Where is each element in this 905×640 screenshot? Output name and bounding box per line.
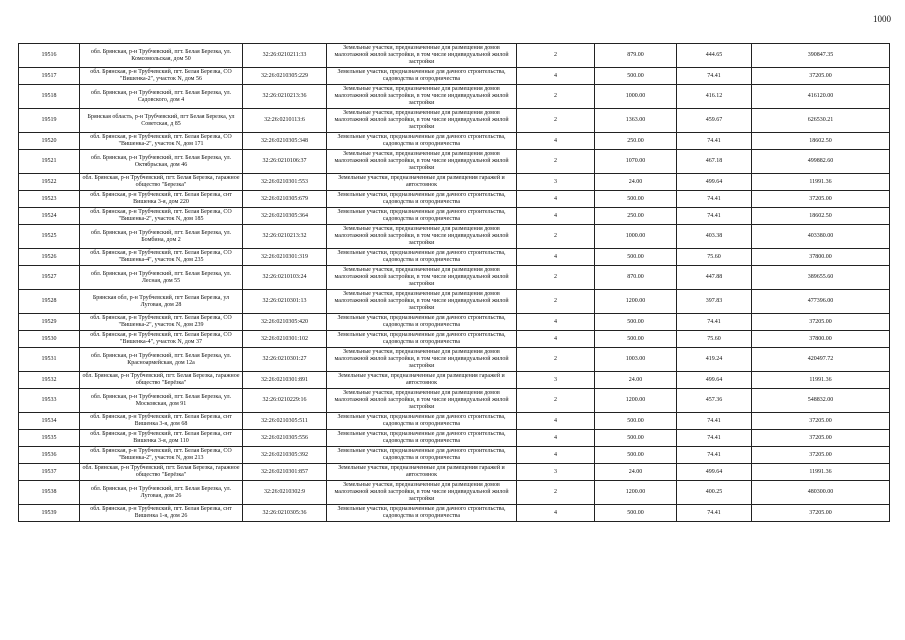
row-land-use: Земельные участки, предназначенные для дачного строительства, садоводства и огородничества xyxy=(327,208,517,225)
row-group: 3 xyxy=(517,174,595,191)
row-specific-value: 397.83 xyxy=(677,290,752,314)
row-group: 2 xyxy=(517,225,595,249)
row-cadastral-value: 37205.00 xyxy=(752,505,890,522)
row-cadastral-number: 32:26:0210301:13 xyxy=(243,290,327,314)
row-cadastral-value: 11991.36 xyxy=(752,372,890,389)
row-group: 4 xyxy=(517,505,595,522)
table-row xyxy=(19,174,890,191)
row-area: 24.00 xyxy=(595,464,677,481)
row-specific-value: 74.41 xyxy=(677,133,752,150)
row-cadastral-number: 32:26:0210301:319 xyxy=(243,249,327,266)
row-cadastral-number: 32:26:0210113:6 xyxy=(243,109,327,133)
row-cadastral-value: 477396.00 xyxy=(752,290,890,314)
row-address: обл. Брянская, р-н Трубчевский, пгт. Белая Березка, ул. Московская, дом 91 xyxy=(80,389,243,413)
row-group: 4 xyxy=(517,191,595,208)
row-cadastral-value: 37205.00 xyxy=(752,191,890,208)
row-id: 19517 xyxy=(19,68,80,85)
row-id: 19532 xyxy=(19,372,80,389)
row-address: обл. Брянская, р-н Трубчевский, пгт. Белая Березка, гаражное общество "Берёзка" xyxy=(80,464,243,481)
row-specific-value: 74.41 xyxy=(677,447,752,464)
row-id: 19524 xyxy=(19,208,80,225)
row-id: 19537 xyxy=(19,464,80,481)
row-specific-value: 403.38 xyxy=(677,225,752,249)
table-row xyxy=(19,225,890,249)
row-address: обл. Брянская, р-н Трубчевский, пгт. Белая Березка, гаражное общество "Берёзка" xyxy=(80,372,243,389)
row-cadastral-value: 37205.00 xyxy=(752,413,890,430)
row-specific-value: 74.41 xyxy=(677,68,752,85)
row-land-use: Земельные участки, предназначенные для дачного строительства, садоводства и огородничества xyxy=(327,430,517,447)
table-row xyxy=(19,68,890,85)
row-specific-value: 416.12 xyxy=(677,85,752,109)
row-group: 2 xyxy=(517,44,595,68)
row-specific-value: 74.41 xyxy=(677,505,752,522)
row-area: 250.00 xyxy=(595,133,677,150)
row-group: 2 xyxy=(517,266,595,290)
table-row xyxy=(19,44,890,68)
row-land-use: Земельные участки, предназначенные для дачного строительства, садоводства и огородничества xyxy=(327,331,517,348)
row-area: 1200.00 xyxy=(595,481,677,505)
row-cadastral-value: 37800.00 xyxy=(752,249,890,266)
row-cadastral-number: 32:26:0210305:420 xyxy=(243,314,327,331)
row-cadastral-number: 32:26:0210103:24 xyxy=(243,266,327,290)
row-group: 4 xyxy=(517,68,595,85)
row-address: обл. Брянская, р-н Трубчевский, пгт. Белая Березка, ул. Бомбина, дом 2 xyxy=(80,225,243,249)
row-address: Брянская обл, р-н Трубчевский, пгт Белая Березка, ул Луговая, дом 28 xyxy=(80,290,243,314)
row-specific-value: 499.64 xyxy=(677,372,752,389)
row-group: 4 xyxy=(517,413,595,430)
row-cadastral-value: 18602.50 xyxy=(752,133,890,150)
table-row xyxy=(19,208,890,225)
row-specific-value: 74.41 xyxy=(677,413,752,430)
row-group: 4 xyxy=(517,249,595,266)
row-cadastral-value: 390847.35 xyxy=(752,44,890,68)
row-cadastral-number: 32:26:0210305:392 xyxy=(243,447,327,464)
row-area: 879.00 xyxy=(595,44,677,68)
row-group: 3 xyxy=(517,464,595,481)
table-row xyxy=(19,389,890,413)
row-address: обл. Брянская, р-н Трубчевский, пгт. Белая Березка, СО "Вишенка-2", участок N, дом 171 xyxy=(80,133,243,150)
row-land-use: Земельные участки, предназначенные для размещения домов малоэтажной жилой застройки, в том числе индивидуальной жилой застройки xyxy=(327,348,517,372)
row-area: 24.00 xyxy=(595,174,677,191)
row-area: 500.00 xyxy=(595,314,677,331)
table-row xyxy=(19,133,890,150)
page-number: 1000 xyxy=(873,14,891,24)
row-id: 19525 xyxy=(19,225,80,249)
row-land-use: Земельные участки, предназначенные для размещения домов малоэтажной жилой застройки, в том числе индивидуальной жилой застройки xyxy=(327,389,517,413)
row-land-use: Земельные участки, предназначенные для размещения домов малоэтажной жилой застройки, в том числе индивидуальной жилой застройки xyxy=(327,290,517,314)
row-area: 500.00 xyxy=(595,413,677,430)
row-cadastral-number: 32:26:0210229:16 xyxy=(243,389,327,413)
row-address: обл. Брянская, р-н Трубчевский, пгт. Белая Березка, ул. Комсомольская, дом 50 xyxy=(80,44,243,68)
row-land-use: Земельные участки, предназначенные для дачного строительства, садоводства и огородничества xyxy=(327,133,517,150)
row-id: 19520 xyxy=(19,133,80,150)
row-cadastral-number: 32:26:0210106:37 xyxy=(243,150,327,174)
row-group: 4 xyxy=(517,447,595,464)
row-area: 1000.00 xyxy=(595,85,677,109)
row-group: 4 xyxy=(517,430,595,447)
row-cadastral-value: 416120.00 xyxy=(752,85,890,109)
row-address: обл. Брянская, р-н Трубчевский, пгт. Белая Березка, СО "Вишенка-4", участок N, дом 37 xyxy=(80,331,243,348)
row-cadastral-number: 32:26:0210305:556 xyxy=(243,430,327,447)
table-row xyxy=(19,372,890,389)
row-cadastral-number: 32:26:0210301:891 xyxy=(243,372,327,389)
row-address: обл. Брянская, р-н Трубчевский, пгт. Белая Березка, снт Вишенка 3-я, дом 220 xyxy=(80,191,243,208)
row-cadastral-value: 37205.00 xyxy=(752,314,890,331)
row-land-use: Земельные участки, предназначенные для размещения гаражей и автостоянок xyxy=(327,372,517,389)
table-row xyxy=(19,430,890,447)
row-land-use: Земельные участки, предназначенные для дачного строительства, садоводства и огородничества xyxy=(327,314,517,331)
row-id: 19530 xyxy=(19,331,80,348)
row-id: 19516 xyxy=(19,44,80,68)
row-specific-value: 400.25 xyxy=(677,481,752,505)
row-group: 2 xyxy=(517,290,595,314)
table-row xyxy=(19,85,890,109)
table-row xyxy=(19,331,890,348)
row-address: обл. Брянская, р-н Трубчевский, пгт. Белая Березка, СО "Вишенка-4", участок N, дом 235 xyxy=(80,249,243,266)
row-specific-value: 74.41 xyxy=(677,191,752,208)
row-cadastral-value: 499882.60 xyxy=(752,150,890,174)
row-specific-value: 467.18 xyxy=(677,150,752,174)
row-specific-value: 499.64 xyxy=(677,174,752,191)
row-land-use: Земельные участки, предназначенные для дачного строительства, садоводства и огородничества xyxy=(327,447,517,464)
row-specific-value: 419.24 xyxy=(677,348,752,372)
row-land-use: Земельные участки, предназначенные для дачного строительства, садоводства и огородничества xyxy=(327,413,517,430)
row-id: 19536 xyxy=(19,447,80,464)
row-specific-value: 74.41 xyxy=(677,208,752,225)
row-group: 2 xyxy=(517,85,595,109)
row-cadastral-value: 11991.36 xyxy=(752,464,890,481)
table-row xyxy=(19,249,890,266)
row-land-use: Земельные участки, предназначенные для размещения домов малоэтажной жилой застройки, в том числе индивидуальной жилой застройки xyxy=(327,109,517,133)
row-group: 2 xyxy=(517,481,595,505)
row-group: 4 xyxy=(517,314,595,331)
row-cadastral-value: 548832.00 xyxy=(752,389,890,413)
table-row xyxy=(19,447,890,464)
row-cadastral-number: 32:26:0210305:229 xyxy=(243,68,327,85)
row-cadastral-number: 32:26:0210301:857 xyxy=(243,464,327,481)
row-address: обл. Брянская, р-н Трубчевский, пгт. Белая Березка, ул. Луговая, дом 26 xyxy=(80,481,243,505)
table-row xyxy=(19,290,890,314)
row-land-use: Земельные участки, предназначенные для дачного строительства, садоводства и огородничества xyxy=(327,191,517,208)
row-specific-value: 447.88 xyxy=(677,266,752,290)
row-cadastral-number: 32:26:0210305:679 xyxy=(243,191,327,208)
table-row xyxy=(19,150,890,174)
row-group: 2 xyxy=(517,109,595,133)
row-cadastral-number: 32:26:0210302:9 xyxy=(243,481,327,505)
row-address: обл. Брянская, р-н Трубчевский, пгт. Белая Березка, снт Вишенка 3-я, дом 68 xyxy=(80,413,243,430)
row-address: обл. Брянская, р-н Трубчевский, пгт. Белая Березка, ул. Лесная, дом 55 xyxy=(80,266,243,290)
row-specific-value: 444.65 xyxy=(677,44,752,68)
row-group: 2 xyxy=(517,389,595,413)
row-address: обл. Брянская, р-н Трубчевский, пгт. Белая Березка, СО "Вишенка-2", участок N, дом 56 xyxy=(80,68,243,85)
row-specific-value: 75.60 xyxy=(677,249,752,266)
row-specific-value: 75.60 xyxy=(677,331,752,348)
table-row xyxy=(19,505,890,522)
row-area: 500.00 xyxy=(595,249,677,266)
row-address: обл. Брянская, р-н Трубчевский, пгт. Белая Березка, СО "Вишенка-2", участок N, дом 239 xyxy=(80,314,243,331)
row-id: 19518 xyxy=(19,85,80,109)
row-land-use: Земельные участки, предназначенные для дачного строительства, садоводства и огородничества xyxy=(327,505,517,522)
row-cadastral-number: 32:26:0210301:27 xyxy=(243,348,327,372)
row-address: обл. Брянская, р-н Трубчевский, пгт. Белая Березка, ул. Садовского, дом 4 xyxy=(80,85,243,109)
row-address: обл. Брянская, р-н Трубчевский, пгт. Белая Березка, ул. Октябрьская, дом 46 xyxy=(80,150,243,174)
row-cadastral-value: 18602.50 xyxy=(752,208,890,225)
row-group: 4 xyxy=(517,208,595,225)
row-cadastral-value: 37800.00 xyxy=(752,331,890,348)
row-group: 3 xyxy=(517,372,595,389)
row-cadastral-number: 32:26:0210211:33 xyxy=(243,44,327,68)
row-id: 19521 xyxy=(19,150,80,174)
row-area: 500.00 xyxy=(595,447,677,464)
row-area: 1003.00 xyxy=(595,348,677,372)
row-land-use: Земельные участки, предназначенные для размещения домов малоэтажной жилой застройки, в том числе индивидуальной жилой застройки xyxy=(327,150,517,174)
row-area: 24.00 xyxy=(595,372,677,389)
row-address: обл. Брянская, р-н Трубчевский, пгт. Белая Березка, снт Вишенка 1-я, дом 26 xyxy=(80,505,243,522)
row-id: 19531 xyxy=(19,348,80,372)
row-cadastral-value: 403380.00 xyxy=(752,225,890,249)
table-row xyxy=(19,348,890,372)
row-cadastral-number: 32:26:0210305:364 xyxy=(243,208,327,225)
row-area: 500.00 xyxy=(595,331,677,348)
row-cadastral-number: 32:26:0210301:102 xyxy=(243,331,327,348)
row-area: 1363.00 xyxy=(595,109,677,133)
row-cadastral-value: 37205.00 xyxy=(752,68,890,85)
row-group: 4 xyxy=(517,331,595,348)
row-cadastral-value: 480300.00 xyxy=(752,481,890,505)
row-id: 19522 xyxy=(19,174,80,191)
row-id: 19539 xyxy=(19,505,80,522)
table-row xyxy=(19,413,890,430)
row-area: 500.00 xyxy=(595,505,677,522)
row-specific-value: 457.36 xyxy=(677,389,752,413)
row-cadastral-value: 11991.36 xyxy=(752,174,890,191)
row-cadastral-value: 389655.60 xyxy=(752,266,890,290)
row-cadastral-value: 626530.21 xyxy=(752,109,890,133)
row-area: 870.00 xyxy=(595,266,677,290)
row-address: обл. Брянская, р-н Трубчевский, пгт. Белая Березка, гаражное общество "Березка" xyxy=(80,174,243,191)
row-group: 2 xyxy=(517,150,595,174)
row-cadastral-number: 32:26:0210301:553 xyxy=(243,174,327,191)
row-cadastral-number: 32:26:0210305:348 xyxy=(243,133,327,150)
row-land-use: Земельные участки, предназначенные для дачного строительства, садоводства и огородничества xyxy=(327,249,517,266)
row-id: 19528 xyxy=(19,290,80,314)
row-land-use: Земельные участки, предназначенные для размещения гаражей и автостоянок xyxy=(327,464,517,481)
row-land-use: Земельные участки, предназначенные для размещения домов малоэтажной жилой застройки, в том числе индивидуальной жилой застройки xyxy=(327,481,517,505)
row-land-use: Земельные участки, предназначенные для размещения гаражей и автостоянок xyxy=(327,174,517,191)
row-land-use: Земельные участки, предназначенные для размещения домов малоэтажной жилой застройки, в том числе индивидуальной жилой застройки xyxy=(327,225,517,249)
row-address: обл. Брянская, р-н Трубчевский, пгт. Белая Березка, ул. Красноармейская, дом 12а xyxy=(80,348,243,372)
row-id: 19529 xyxy=(19,314,80,331)
row-area: 500.00 xyxy=(595,191,677,208)
row-id: 19538 xyxy=(19,481,80,505)
row-area: 1070.00 xyxy=(595,150,677,174)
cadastral-value-table xyxy=(18,43,890,522)
row-area: 250.00 xyxy=(595,208,677,225)
table-row xyxy=(19,314,890,331)
row-cadastral-value: 37205.00 xyxy=(752,430,890,447)
row-specific-value: 459.67 xyxy=(677,109,752,133)
row-cadastral-number: 32:26:0210213:32 xyxy=(243,225,327,249)
row-address: обл. Брянская, р-н Трубчевский, пгт. Белая Березка, снт Вишенка 3-я, дом 110 xyxy=(80,430,243,447)
row-id: 19534 xyxy=(19,413,80,430)
row-address: обл. Брянская, р-н Трубчевский, пгт. Белая Березка, СО "Вишенка-2", участок N, дом 213 xyxy=(80,447,243,464)
row-id: 19519 xyxy=(19,109,80,133)
row-area: 500.00 xyxy=(595,68,677,85)
row-cadastral-value: 420497.72 xyxy=(752,348,890,372)
table-row xyxy=(19,266,890,290)
row-area: 1200.00 xyxy=(595,290,677,314)
row-cadastral-number: 32:26:0210305:511 xyxy=(243,413,327,430)
row-specific-value: 74.41 xyxy=(677,430,752,447)
row-land-use: Земельные участки, предназначенные для дачного строительства, садоводства и огородничества xyxy=(327,68,517,85)
row-id: 19527 xyxy=(19,266,80,290)
table-row xyxy=(19,481,890,505)
row-area: 1200.00 xyxy=(595,389,677,413)
table-row xyxy=(19,109,890,133)
row-id: 19535 xyxy=(19,430,80,447)
row-id: 19533 xyxy=(19,389,80,413)
row-land-use: Земельные участки, предназначенные для размещения домов малоэтажной жилой застройки, в том числе индивидуальной жилой застройки xyxy=(327,85,517,109)
row-group: 4 xyxy=(517,133,595,150)
row-cadastral-number: 32:26:0210305:36 xyxy=(243,505,327,522)
row-area: 1000.00 xyxy=(595,225,677,249)
table-row xyxy=(19,191,890,208)
table-row xyxy=(19,464,890,481)
row-address: Брянская область, р-н Трубчевский, пгт Белая Березка, ул Советская, д 85 xyxy=(80,109,243,133)
row-address: обл. Брянская, р-н Трубчевский, пгт. Белая Березка, СО "Вишенка-2", участок N, дом 185 xyxy=(80,208,243,225)
row-cadastral-number: 32:26:0210213:36 xyxy=(243,85,327,109)
row-group: 2 xyxy=(517,348,595,372)
row-land-use: Земельные участки, предназначенные для размещения домов малоэтажной жилой застройки, в том числе индивидуальной жилой застройки xyxy=(327,44,517,68)
row-land-use: Земельные участки, предназначенные для размещения домов малоэтажной жилой застройки, в том числе индивидуальной жилой застройки xyxy=(327,266,517,290)
row-id: 19523 xyxy=(19,191,80,208)
row-cadastral-value: 37205.00 xyxy=(752,447,890,464)
row-specific-value: 74.41 xyxy=(677,314,752,331)
row-area: 500.00 xyxy=(595,430,677,447)
row-id: 19526 xyxy=(19,249,80,266)
row-specific-value: 499.64 xyxy=(677,464,752,481)
